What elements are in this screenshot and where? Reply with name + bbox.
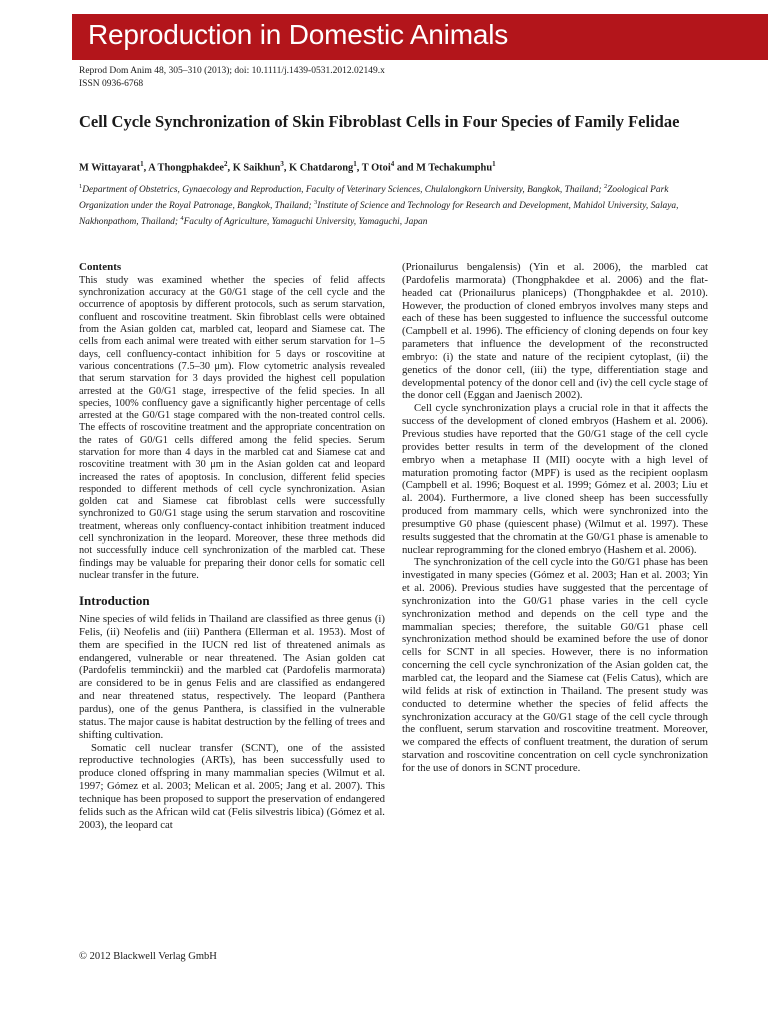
body-paragraph: Somatic cell nuclear transfer (SCNT), one of the assisted reproductive technologies (ARTs), has been successfully used to produce cloned offspring in many mammalian species (Wilmut et al. 1997; Gómez et al. 2003; Melican et al. 2005; Jang et al. 2007). This technique has been proposed to support the preservation of endangered felids such as the African wild cat (Felis silvestris libica) (Gómez et al. 2003), the leopard cat <box>79 741 385 831</box>
affiliation-text: Institute of Science and Technology for Research and Development, Mahidol University, Salaya, Nakhonpathom, Thailand; <box>79 201 679 227</box>
affiliation-text: Faculty of Agriculture, Yamaguchi University, Yamaguchi, Japan <box>183 216 428 227</box>
author-affiliation-mark: 1 <box>140 160 144 168</box>
body-paragraph: Nine species of wild felids in Thailand are classified as three genus (i) Felis, (ii) Neofelis and (iii) Panthera (Ellerman et al. 1953). Most of them are specified in the IUCN red list of threatened animals as endangered, vulnerable or near threatened. The Asian golden cat (Pardofelis temminckii) and the marbled cat (Pardofelis marmorata) are considered to be in genus Felis and are classified as endangered and near threatened status, respectively. The leopard (Panthera pardus), one of the genus Panthera, is classified in the vulnerable status. The major cause is habitat destruction by the felling of trees and shifting cultivation. <box>79 613 385 741</box>
affiliation-text: Zoological Park Organization under the Royal Patronage, Bangkok, Thailand; <box>79 185 669 212</box>
author-affiliation-mark: 3 <box>280 160 284 168</box>
left-column <box>79 261 385 831</box>
affiliation-mark: 3 <box>313 198 318 206</box>
author-separator: , <box>143 162 149 174</box>
author: A Thongphakdee <box>148 162 224 174</box>
affiliation-text: Department of Obstetrics, Gynaecology and Reproduction, Faculty of Veterinary Sciences, Chulalongkorn University, Bangkok, Thailand; <box>82 185 604 196</box>
contents-heading: Contents <box>79 261 122 273</box>
author-separator: and <box>394 162 417 174</box>
author-list <box>79 160 719 173</box>
introduction-heading: Introduction <box>79 593 150 609</box>
author: K Saikhun <box>232 162 281 174</box>
journal-title: Reproduction in Domestic Animals <box>88 19 509 50</box>
author: M Wittayarat <box>79 162 141 174</box>
author-affiliation-mark: 2 <box>223 160 228 168</box>
article-title: Cell Cycle Synchronization of Skin Fibroblast Cells in Four Species of Family Felidae <box>79 112 680 131</box>
author: T Otoi <box>361 162 391 174</box>
author-affiliation-mark: 1 <box>492 160 496 168</box>
right-column <box>402 261 708 775</box>
author: K Chatdarong <box>289 162 354 174</box>
abstract-text: This study was examined whether the species of felid affects synchronization accuracy at the G0/G1 stage of the cell cycle and the occurrence of apoptosis by different protocols, such as serum starvation, confluent and roscovitine treatment. Skin fibroblast cells were obtained from the Asian golden cat, marbled cat, leopard and Siamese cat. The cells from each animal were treated with either serum starvation for 1–5 days, cell confluency-contact inhibition for 5 days or roscovitine at various concentrations (7.5–30 μm). Flow cytometric analysis revealed that serum starvation for 3 days provided the highest cell population arrested at the G0/G1 stage, irrespective of the felid species. In all species, 100% confluency gave a significantly higher percentage of cells arrested at the G0/G1 stage compared with the non-treated control cells. The effects of roscovitine treatment and the appropriate concentration on the rates of G0/G1 cells differed among the felid species. Serum starvation for more than 4 days in the marbled cat and Siamese cat and roscovitine treatment with 30 μm in the Asian golden cat and leopard increased the rates of apoptosis. In conclusion, different felid species responded to different methods of cell cycle synchronization. Asian golden cat and Siamese cat fibroblast cells were successfully synchronized to G0/G1 stage using the serum starvation and roscovitine treatment, whereas only confluency-contact inhibition treatment induced cell synchronization in the leopard. Moreover, these three methods did not successfully induce cell synchronization of the marbled cat. These findings may be valuable for preparing their donor cells for somatic cell nuclear transfer in the future. <box>79 274 385 581</box>
citation-block <box>79 65 385 91</box>
citation-doi: Reprod Dom Anim 48, 305–310 (2013); doi: 10.1111/j.1439-0531.2012.02149.x <box>79 66 385 76</box>
affiliation-mark: 4 <box>180 214 184 222</box>
body-paragraph: The synchronization of the cell cycle into the G0/G1 phase has been investigated in many species (Gómez et al. 2003; Han et al. 2003; Yin et al. 2006). Previous studies have suggested that the percentage of synchronization into the G0/G1 phase varies in the cell cycle synchronization method and depends on the cell type and the mammalian species; therefore, the suitable G0/G1 phase cell synchronization method should be examined before the use of donor cells for SCNT in all species. However, there is no information concerning the cell cycle synchronization of the Asian golden cat, the marbled cat, the leopard and the Siamese cat (Felis Catus), which are wild felids at risk of extinction in Thailand. The present study was conducted to determine whether the species of felid affects the synchronization accuracy at the G0/G1 stage of the cell cycle through the confluent, serum starvation and roscovitine treatment. Moreover, we compared the effects of confluent treatment, the duration of serum starvation and roscovitine concentration on cell cycle synchronization for the use of donors in SCNT procedure. <box>402 556 708 774</box>
journal-banner <box>72 14 768 60</box>
affiliations <box>79 181 719 229</box>
copyright-footer: © 2012 Blackwell Verlag GmbH <box>79 951 217 962</box>
author-separator: , <box>283 162 290 174</box>
author-affiliation-mark: 4 <box>390 160 395 168</box>
author: M Techakumphu <box>416 162 493 174</box>
author-separator: , <box>356 162 362 174</box>
body-paragraph: (Prionailurus bengalensis) (Yin et al. 2006), the marbled cat (Pardofelis marmorata) (Thongphakdee et al. 2006) and the flat-headed cat (Prionailurus planiceps) (Thongphakdee et al. 2010). However, the production of cloned embryos involves many steps and each of these has been suggested to influence the successful outcome (Campbell et al. 1996). The efficiency of cloning depends on four key parameters that influence the development of the reconstructed embryo: (i) the state and nature of the recipient cytoplast, (ii) the genetics of the donor cell, (iii) the type, differentiation stage and developmental potency of the donor cell and (iv) the cell cycle stage of the donor cell (Eggan and Jaenisch 2002). <box>402 261 708 402</box>
affiliation-mark: 1 <box>79 183 83 190</box>
body-paragraph: Cell cycle synchronization plays a crucial role in that it affects the success of the development of cloned embryos (Hashem et al. 2006). Previous studies have reported that the G0/G1 stage of the cell cycle provides better results in term of the development of the cloned embryo when a metaphase II (MII) oocyte with a high level of maturation promoting factor (MPF) is used as the recipient ooplasm (Campbell et al. 1996; Boquest et al. 1999; Gómez et al. 2003; Liu et al. 2004). Furthermore, a live cloned sheep has been successfully produced from mammary cells, which were synchronized into the presumptive G0 phase (quiescent phase) (Wilmut et al. 1997). These results suggested that the chromatin at the G0/G1 phase is amenable to nuclear reprogramming for the cloned embryo (Hashem et al. 2006). <box>402 402 708 556</box>
citation-issn: ISSN 0936-6768 <box>79 79 144 89</box>
author-separator: , <box>227 162 233 174</box>
author-affiliation-mark: 1 <box>353 160 357 168</box>
affiliation-mark: 2 <box>603 183 608 190</box>
